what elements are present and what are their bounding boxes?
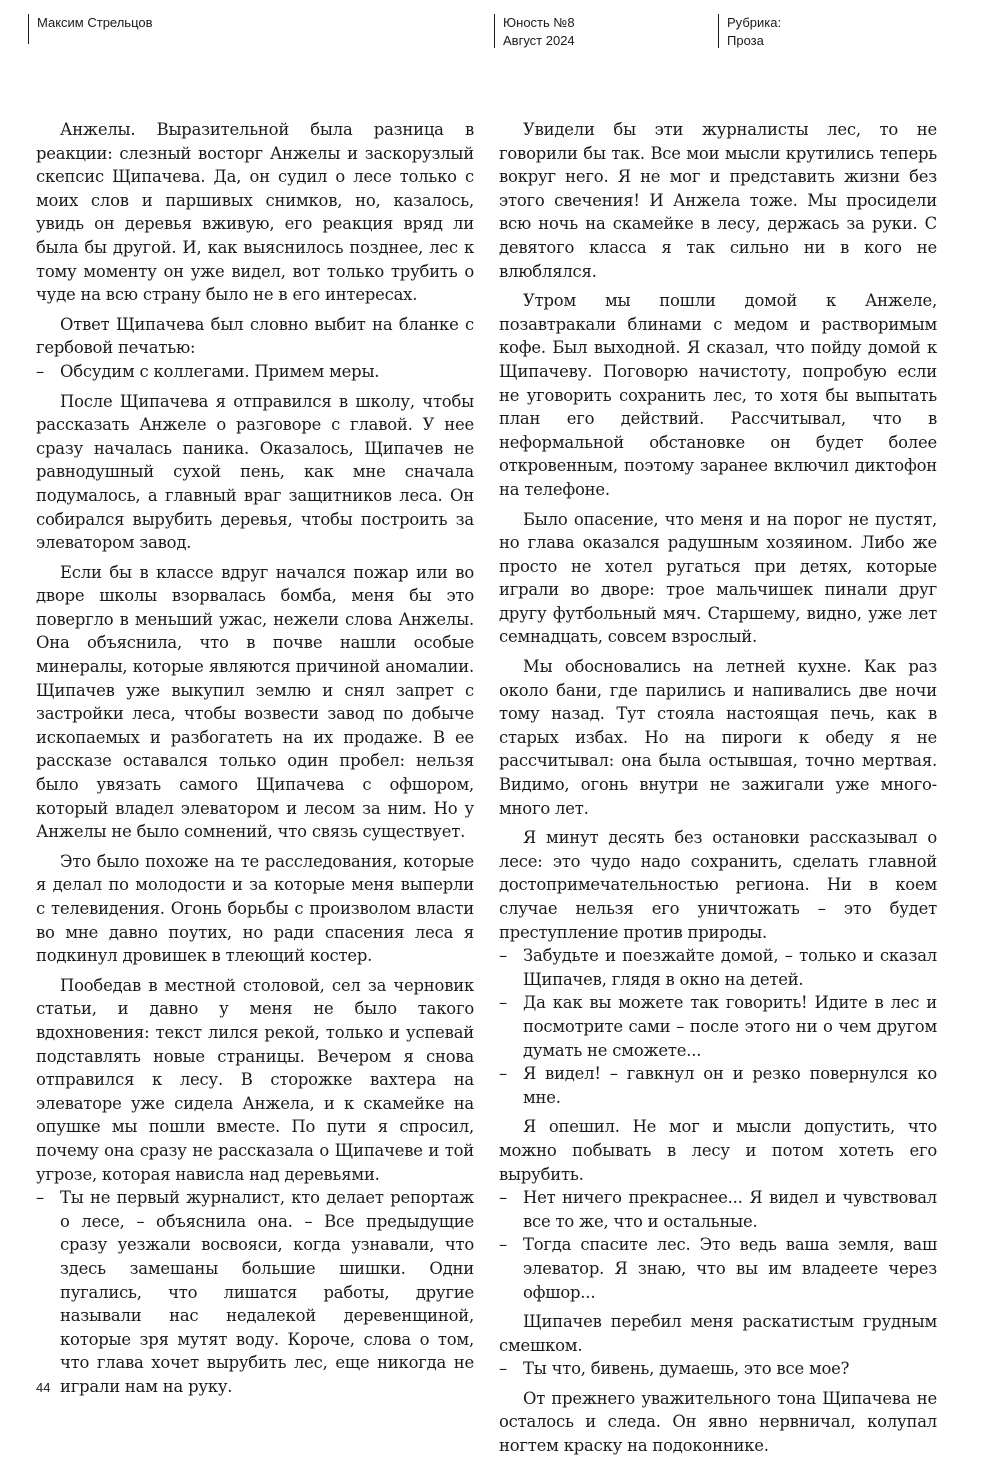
paragraph: Утром мы пошли домой к Анжеле, позавтракали блинами с медом и растворимым кофе. Был выходной. Я сказал, что пойду домой к Щипачеву. Поговорю начистоту, попробую если не уговорить сохранить лес, то хотя бы выпытать план его действий. Рассчитывал, что в неформальной обстановке он будет более откровенным, поэтому заранее включил диктофон на телефоне.: [499, 291, 937, 499]
left-column: [36, 118, 474, 1398]
page-number: 44: [36, 1380, 51, 1395]
dialogue-line: – Ты что, бивень, думаешь, это все мое?: [499, 1357, 937, 1381]
dialogue-line: – Ты не первый журналист, кто делает репортаж о лесе, – объяснила она. – Все предыдущие сразу уезжали восвояси, когда узнавали, что здесь замешаны большие шишки. Одни пугались, что лишатся работы, другие называли нас недалекой деревенщиной, которые зря мутят воду. Короче, слова о том, что глава хочет вырубить лес, еще никогда не играли нам на руку.: [36, 1186, 474, 1398]
paragraph: Увидели бы эти журналисты лес, то не говорили бы так. Все мои мысли крутились теперь вокруг него. Я не мог и представить жизни без этого свечения! И Анжела тоже. Мы просидели всю ночь на скамейке в лесу, держась за руки. С девятого класса я так сильно ни в кого не влюблялся.: [499, 120, 937, 281]
paragraph: Ответ Щипачева был словно выбит на бланке с гербовой печатью:: [36, 314, 474, 358]
paragraph: Щипачев перебил меня раскатистым грудным смешком.: [499, 1312, 937, 1355]
paragraph: После Щипачева я отправился в школу, чтобы рассказать Анжеле о разговоре с главой. У нее сразу началась паника. Оказалось, Щипачев не равнодушный сухой пень, как мне сначала подумалось, а главный враг защитников леса. Он собирался вырубить деревья, чтобы построить за элеватором завод.: [36, 391, 474, 553]
header-journal: [494, 14, 575, 48]
issue-date: Август 2024: [503, 33, 575, 48]
journal-issue: Юность №8: [503, 15, 575, 30]
paragraph: От прежнего уважительного тона Щипачева не осталось и следа. Он явно нервничал, колупал ногтем краску на подоконнике.: [499, 1388, 937, 1456]
paragraph: Это было похоже на те расследования, которые я делал по молодости и за которые меня выперли с телевидения. Огонь борьбы с произволом власти во мне давно поутих, но ради спасения леса я подкинул дровишек в тлеющий костер.: [36, 851, 474, 966]
rubric-label: Рубрика:: [727, 15, 782, 30]
paragraph: Пообедав в местной столовой, сел за черновик статьи, и давно у меня не было такого вдохновения: текст лился рекой, только и успевай подставлять новые страницы. Вечером я снова отправился к лесу. В сторожке вахтера на элеваторе уже сидела Анжела, и к скамейке на опушке мы пошли вместе. По пути я спросил, почему она сразу не рассказала о Щипачеве и той угрозе, которая нависла над деревьями.: [36, 975, 474, 1184]
dialogue-line: – Тогда спасите лес. Это ведь ваша земля, ваш элеватор. Я знаю, что вы им владеете через офшор...: [499, 1233, 937, 1304]
rubric-value: Проза: [727, 33, 764, 48]
right-column: [499, 118, 937, 1458]
author-name: Максим Стрельцов: [37, 15, 153, 30]
dialogue-line: – Обсудим с коллегами. Примем меры.: [36, 360, 474, 384]
header-author: [28, 14, 153, 44]
paragraph: Я опешил. Не мог и мысли допустить, что можно побывать в лесу и потом хотеть его вырубить.: [499, 1117, 937, 1184]
dialogue-line: – Нет ничего прекраснее... Я видел и чувствовал все то же, что и остальные.: [499, 1186, 937, 1233]
paragraph: Я минут десять без остановки рассказывал о лесе: это чудо надо сохранить, сделать главной достопримечательностью региона. Ни в коем случае нельзя его уничтожать – это будет преступление против природы.: [499, 828, 937, 942]
header-rubric: [718, 14, 781, 48]
paragraph: Анжелы. Выразительной была разница в реакции: слезный восторг Анжелы и заскорузлый скепсис Щипачева. Да, он судил о лесе только с моих слов и паршивых снимков, но, казалось, увидь он деревья вживую, его реакция вряд ли была бы другой. И, как выяснилось позднее, лес к тому моменту он уже видел, вот только трубить о чуде на всю страну было не в его интересах.: [36, 120, 474, 305]
paragraph: Мы обосновались на летней кухне. Как раз около бани, где парились и напивались две ночи тому назад. Тут стояла настоящая печь, как в старых избах. Но на пироги к обеду я не рассчитывал: она была остывшая, точно мертвая. Видимо, огонь внутри не зажигали уже много-много лет.: [499, 657, 937, 818]
dialogue-line: – Я видел! – гавкнул он и резко повернулся ко мне.: [499, 1062, 937, 1109]
paragraph: Если бы в классе вдруг начался пожар или во дворе школы взорвалась бомба, меня бы это повергло в меньший ужас, нежели слова Анжелы. Она объяснила, что в почве нашли особые минералы, которые являются причиной аномалии. Щипачев уже выкупил землю и снял запрет с застройки леса, чтобы возвести завод по добыче ископаемых и разбогатеть на их продаже. В ее рассказе оставался только один пробел: нельзя было увязать самого Щипачева с офшором, который владел элеватором и лесом за ним. Но у Анжелы не было сомнений, что связь существует.: [36, 562, 474, 842]
dialogue-line: – Забудьте и поезжайте домой, – только и сказал Щипачев, глядя в окно на детей.: [499, 944, 937, 991]
dialogue-line: – Да как вы можете так говорить! Идите в лес и посмотрите сами – после этого ни о чем другом думать не сможете...: [499, 991, 937, 1062]
paragraph: Было опасение, что меня и на порог не пустят, но глава оказался радушным хозяином. Либо же просто не хотел ругаться при детях, которые играли во дворе: трое мальчишек пинали друг другу футбольный мяч. Старшему, видно, уже лет семнадцать, совсем взрослый.: [499, 509, 937, 647]
